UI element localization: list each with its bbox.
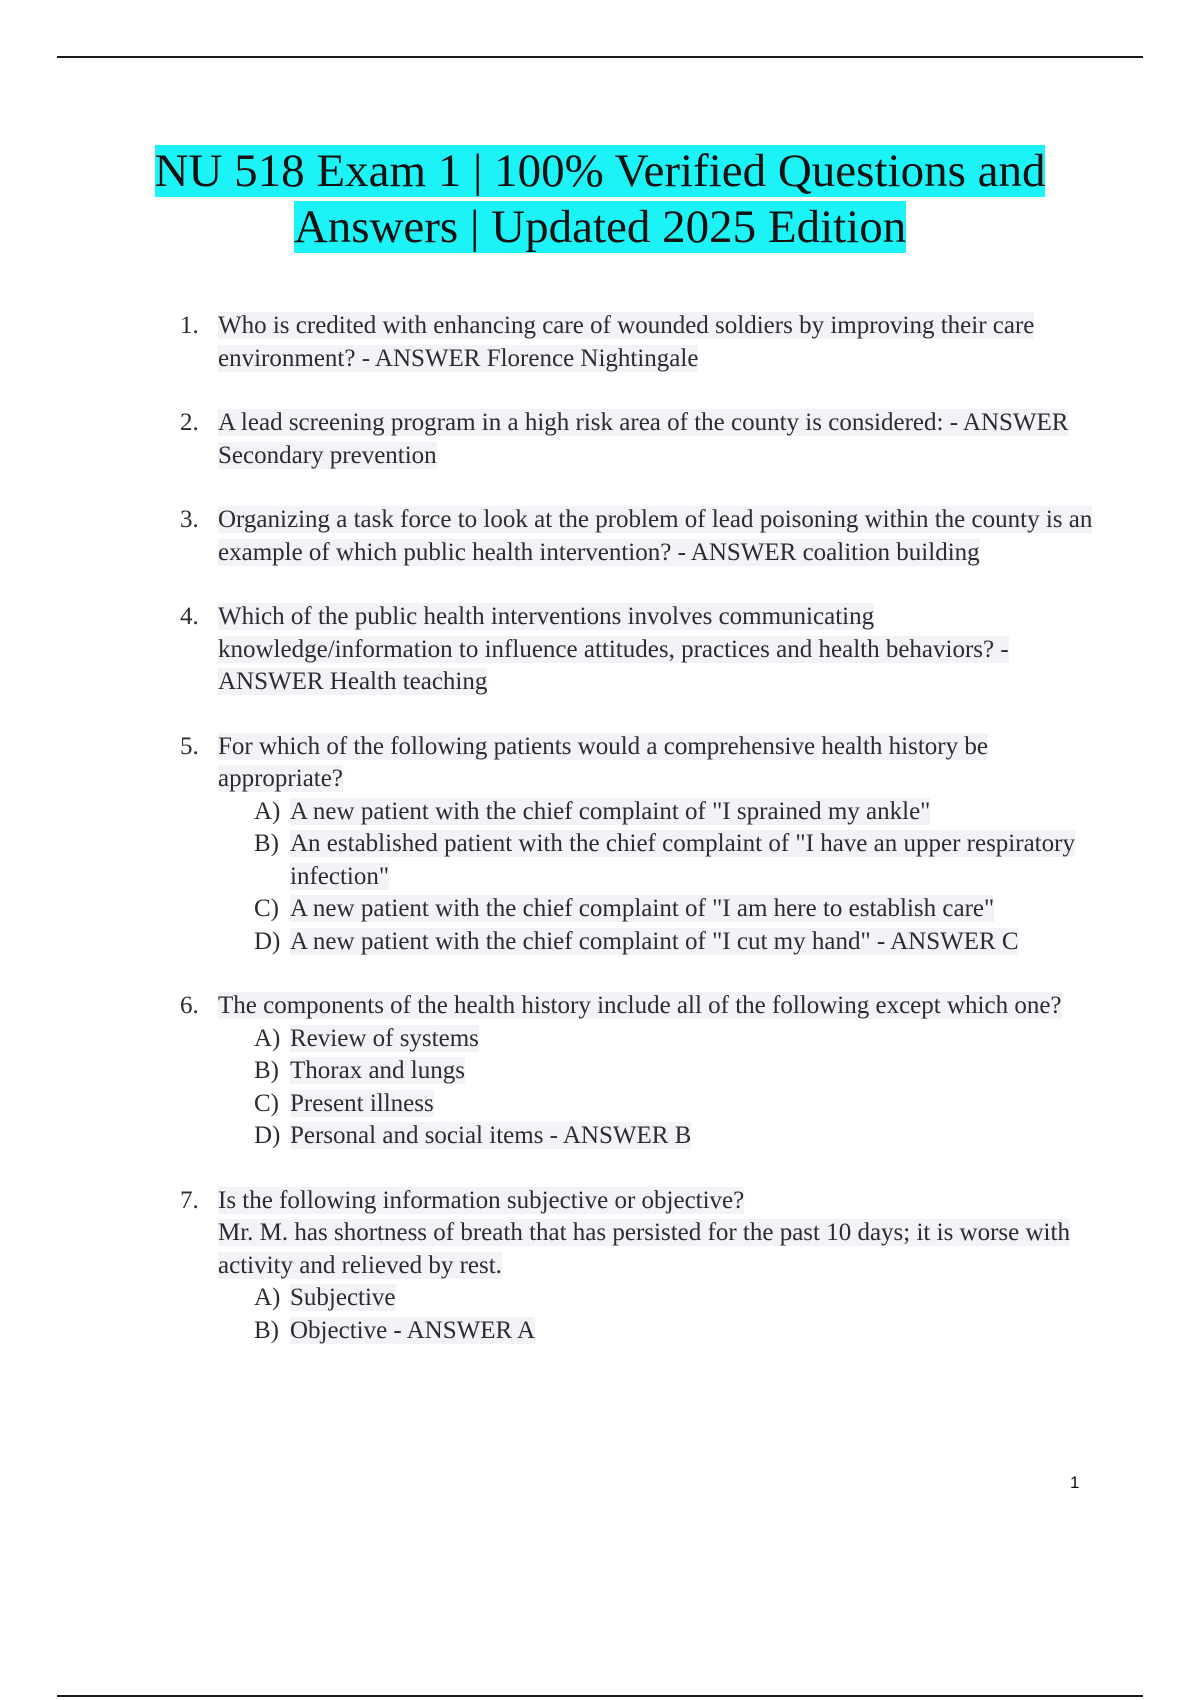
answer-options [218, 1023, 1100, 1153]
question-number: 4. [180, 603, 199, 630]
question-number: 2. [180, 409, 199, 436]
option-label: A) [254, 797, 281, 825]
question-number: 1. [180, 312, 199, 339]
answer-options [218, 1282, 1100, 1347]
option-label: D) [254, 1122, 281, 1149]
option-text: Personal and social items - ANSWER B [290, 1122, 692, 1149]
option-text: An established patient with the chief complaint of "I have an upper respiratory infection" [290, 830, 1075, 890]
option-item [218, 1282, 1100, 1315]
option-text: Present illness [290, 1089, 434, 1117]
question-text: A lead screening program in a high risk area of the county is considered: - ANSWER Secondary prevention [218, 409, 1069, 469]
option-text: Subjective [290, 1284, 396, 1311]
option-item [218, 893, 1100, 926]
question-text: Who is credited with enhancing care of wounded soldiers by improving their care environment? - ANSWER Florence Nightingale [218, 312, 1035, 372]
option-label: A) [254, 1284, 281, 1311]
option-item [218, 926, 1100, 959]
title-line-1: NU 518 Exam 1 | 100% Verified Questions and [154, 145, 1046, 197]
question-list [170, 310, 1100, 1379]
option-label: B) [254, 1316, 279, 1344]
option-label: C) [254, 1089, 279, 1117]
option-item [218, 1315, 1100, 1348]
question-text: Organizing a task force to look at the problem of lead poisoning within the county is an example of which public health intervention? - ANSWER coalition building [218, 506, 1093, 566]
question-number: 6. [180, 992, 199, 1019]
option-text: Review of systems [290, 1024, 479, 1052]
option-item [218, 796, 1100, 829]
option-item [218, 1023, 1100, 1056]
option-item [218, 1120, 1100, 1153]
title-line-2: Answers | Updated 2025 Edition [293, 201, 907, 253]
question-text: Which of the public health interventions involves communicating knowledge/information to influence attitudes, practices and health behaviors? - ANSWER Health teaching [218, 603, 1009, 695]
option-label: C) [254, 895, 279, 922]
question-item-1 [170, 310, 1100, 375]
question-item-5 [170, 731, 1100, 959]
option-text: Thorax and lungs [290, 1057, 465, 1084]
option-label: A) [254, 1024, 281, 1052]
question-item-7 [170, 1185, 1100, 1348]
question-item-2 [170, 407, 1100, 472]
option-label: B) [254, 830, 279, 857]
question-text: For which of the following patients would a comprehensive health history be appropriate? [218, 732, 988, 792]
question-scenario: Mr. M. has shortness of breath that has persisted for the past 10 days; it is worse with activity and relieved by rest. [218, 1219, 1070, 1279]
page-number: 1 [1070, 1473, 1080, 1492]
option-item [218, 1055, 1100, 1088]
question-number: 7. [180, 1186, 199, 1214]
question-text: Is the following information subjective or objective? [218, 1186, 745, 1214]
question-number: 5. [180, 732, 199, 760]
option-item [218, 1088, 1100, 1121]
question-item-6 [170, 990, 1100, 1153]
header-rule [57, 56, 1143, 58]
document-title [0, 143, 1200, 255]
option-text: A new patient with the chief complaint of "I sprained my ankle" [290, 797, 931, 825]
question-item-3 [170, 504, 1100, 569]
option-item [218, 828, 1100, 893]
option-label: D) [254, 927, 281, 955]
footer-rule [57, 1695, 1143, 1697]
option-label: B) [254, 1057, 279, 1084]
option-text: A new patient with the chief complaint of "I am here to establish care" [290, 895, 995, 922]
option-text: Objective - ANSWER A [290, 1316, 536, 1344]
answer-options [218, 796, 1100, 959]
question-number: 3. [180, 506, 199, 533]
option-text: A new patient with the chief complaint of "I cut my hand" - ANSWER C [290, 927, 1019, 955]
question-item-4 [170, 601, 1100, 699]
question-text: The components of the health history include all of the following except which one? [218, 992, 1062, 1019]
